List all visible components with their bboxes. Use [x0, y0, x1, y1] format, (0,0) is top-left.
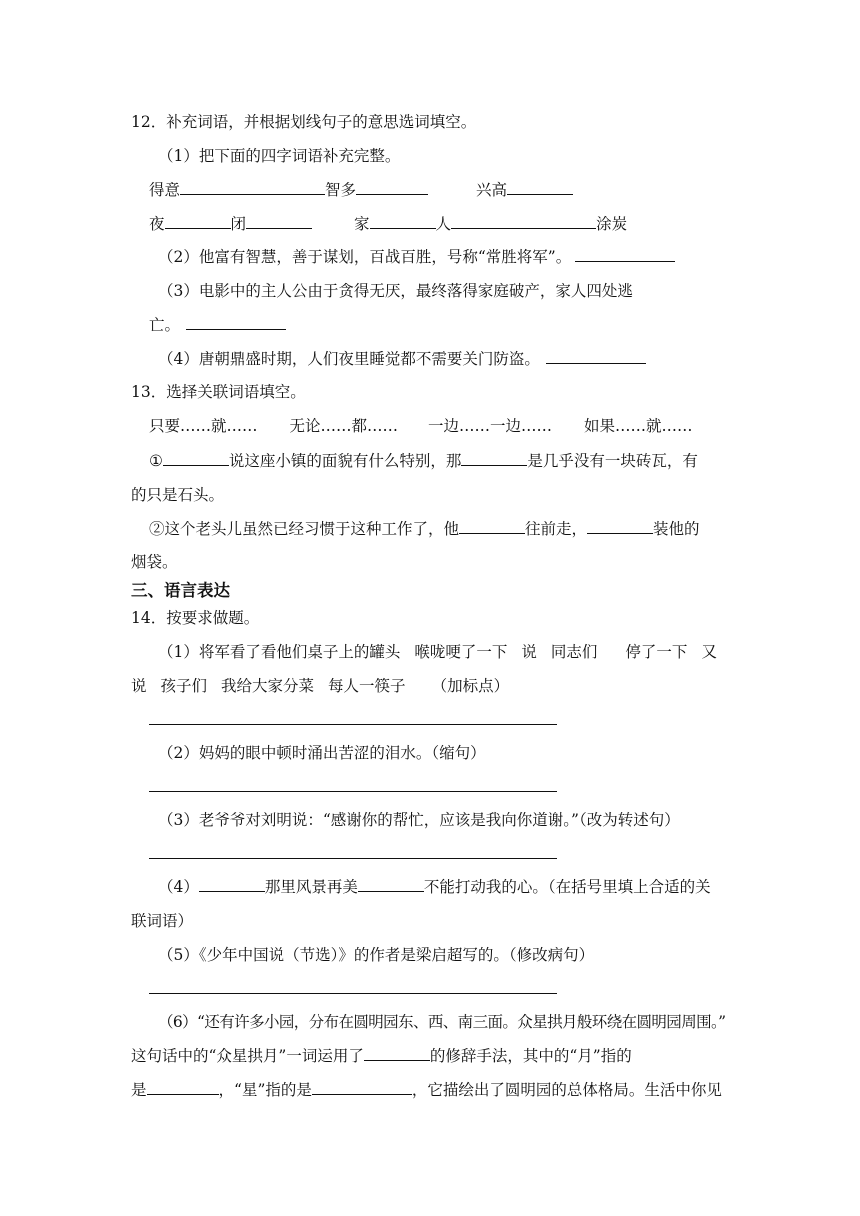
q14-p4-line1	[158, 875, 711, 899]
p6-text-c2: ，“星”指的是	[218, 1081, 312, 1099]
blank-s2[interactable]	[575, 245, 675, 262]
blank-14-6c[interactable]	[312, 1078, 412, 1095]
blank-13-1b[interactable]	[461, 449, 527, 466]
q12-sentence2	[158, 245, 675, 269]
item2-marker: ②	[149, 520, 165, 538]
q14-p2: （2）妈妈的眼中顿时涌出苦涩的泪水。（缩句）	[158, 744, 486, 762]
blank-s3[interactable]	[186, 313, 286, 330]
idiom-7: 人	[435, 215, 452, 233]
p1-seg-2: 喉咙哽了一下	[414, 643, 508, 661]
answer-line-2[interactable]	[149, 791, 557, 792]
blank-1[interactable]	[180, 178, 325, 195]
idiom-4: 夜	[149, 215, 165, 233]
p4-text-c: 不能打动我的心。（在括号里填上合适的关	[423, 878, 711, 896]
q12-idiom-row1	[149, 178, 573, 202]
item2-text-a: 这个老头儿虽然已经习惯于这种工作了，他	[164, 520, 460, 538]
blank-6[interactable]	[370, 212, 436, 229]
q12-sentence3-line1: （3）电影中的主人公由于贪得无厌，最终落得家庭破产，家人四处逃	[158, 282, 633, 300]
p1-seg-7: 说	[131, 677, 147, 695]
q14-p4-line2: 联词语）	[131, 912, 194, 930]
idiom-8: 涂炭	[596, 215, 628, 233]
blank-7[interactable]	[451, 212, 596, 229]
item2-text-b: 往前走，	[525, 520, 588, 538]
sentence-2-text: （2）他富有智慧，善于谋划，百战百胜，号称“常胜将军”。	[158, 248, 572, 266]
q13-item1-line1	[149, 449, 698, 473]
option-1: 只要……就……	[149, 417, 258, 435]
q14-p1-line2	[131, 674, 509, 698]
blank-14-4b[interactable]	[358, 875, 424, 892]
q12-title: 12．补充词语，并根据划线句子的意思选词填空。	[131, 113, 477, 131]
q13-item2-line1	[149, 517, 700, 541]
q12-sentence3-line2	[149, 313, 286, 337]
p4-text-b: 那里风景再美	[264, 878, 358, 896]
section-3-heading: 三、语言表达	[131, 581, 230, 600]
p1-instruction: （加标点）	[431, 677, 510, 695]
item1-text-a: 说这座小镇的面貌有什么特别，那	[228, 452, 462, 470]
p6-text-b2: 的修辞手法，其中的“月”指的	[429, 1047, 632, 1065]
p1-seg-6: 又	[701, 643, 717, 661]
p6-text-c3: ，它描绘出了圆明园的总体格局。生活中你见	[411, 1081, 722, 1099]
p1-seg-8: 孩子们	[160, 677, 208, 695]
blank-13-1a[interactable]	[163, 449, 229, 466]
blank-s4[interactable]	[546, 347, 646, 364]
blank-2[interactable]	[356, 178, 428, 195]
p6-text-c1: 是	[131, 1081, 147, 1099]
q14-p6-line2	[131, 1044, 632, 1068]
p4-label: （4）	[158, 878, 199, 896]
idiom-6: 家	[354, 215, 370, 233]
option-4: 如果……就……	[584, 417, 693, 435]
q14-p6-line3	[131, 1078, 722, 1102]
blank-14-4a[interactable]	[199, 875, 265, 892]
answer-line-3[interactable]	[149, 858, 557, 859]
option-2: 无论……都……	[289, 417, 399, 435]
blank-13-2b[interactable]	[587, 517, 653, 534]
q12-sentence4	[158, 347, 646, 371]
q13-item1-line2: 的只是石头。	[131, 486, 225, 504]
q13-options	[149, 414, 693, 438]
item1-text-b: 是几乎没有一块砖瓦，有	[527, 452, 698, 470]
q14-p5: （5）《少年中国说（节选）》的作者是梁启超写的。（修改病句）	[158, 946, 595, 964]
blank-14-6a[interactable]	[364, 1044, 430, 1061]
answer-line-5[interactable]	[149, 993, 557, 994]
q14-p6-line1: （6）“还有许多小园，分布在圆明园东、西、南三面。众星拱月般环绕在圆明园周围。”	[158, 1013, 726, 1031]
idiom-2: 智多	[325, 181, 357, 199]
blank-5[interactable]	[246, 212, 312, 229]
item1-marker: ①	[149, 452, 163, 470]
blank-4[interactable]	[165, 212, 231, 229]
idiom-3: 兴高	[476, 181, 508, 199]
idiom-5: 闭	[230, 215, 247, 233]
blank-3[interactable]	[507, 178, 573, 195]
idiom-1: 得意	[149, 181, 181, 199]
q14-p1-line1	[158, 640, 717, 664]
item2-text-c: 装他的	[653, 520, 700, 538]
q14-title: 14．按要求做题。	[131, 609, 260, 627]
p1-seg-10: 每人一筷子	[328, 677, 406, 695]
p6-text-b1: 这句话中的“众星拱月”一词运用了	[131, 1047, 364, 1065]
blank-14-6b[interactable]	[147, 1078, 219, 1095]
q13-title: 13．选择关联词语填空。	[131, 383, 306, 401]
q12-sub1: （1）把下面的四字词语补充完整。	[158, 147, 401, 165]
p1-seg-3: 说	[521, 643, 537, 661]
p1-seg-1: （1）将军看了看他们桌子上的罐头	[158, 643, 401, 661]
sentence-4-text: （4）唐朝鼎盛时期，人们夜里睡觉都不需要关门防盗。	[158, 350, 540, 368]
q13-item2-line2: 烟袋。	[131, 553, 178, 571]
answer-line-1[interactable]	[149, 724, 557, 725]
q14-p3: （3）老爷爷对刘明说：“感谢你的帮忙，应该是我向你道谢。”（改为转述句）	[158, 811, 680, 829]
p1-seg-4: 同志们	[550, 643, 598, 661]
q12-idiom-row2	[149, 212, 627, 236]
p1-seg-5: 停了一下	[625, 643, 688, 661]
blank-13-2a[interactable]	[459, 517, 525, 534]
option-3: 一边……一边……	[428, 417, 553, 435]
sentence-3-end: 亡。	[149, 316, 181, 334]
p1-seg-9: 我给大家分菜	[221, 677, 315, 695]
